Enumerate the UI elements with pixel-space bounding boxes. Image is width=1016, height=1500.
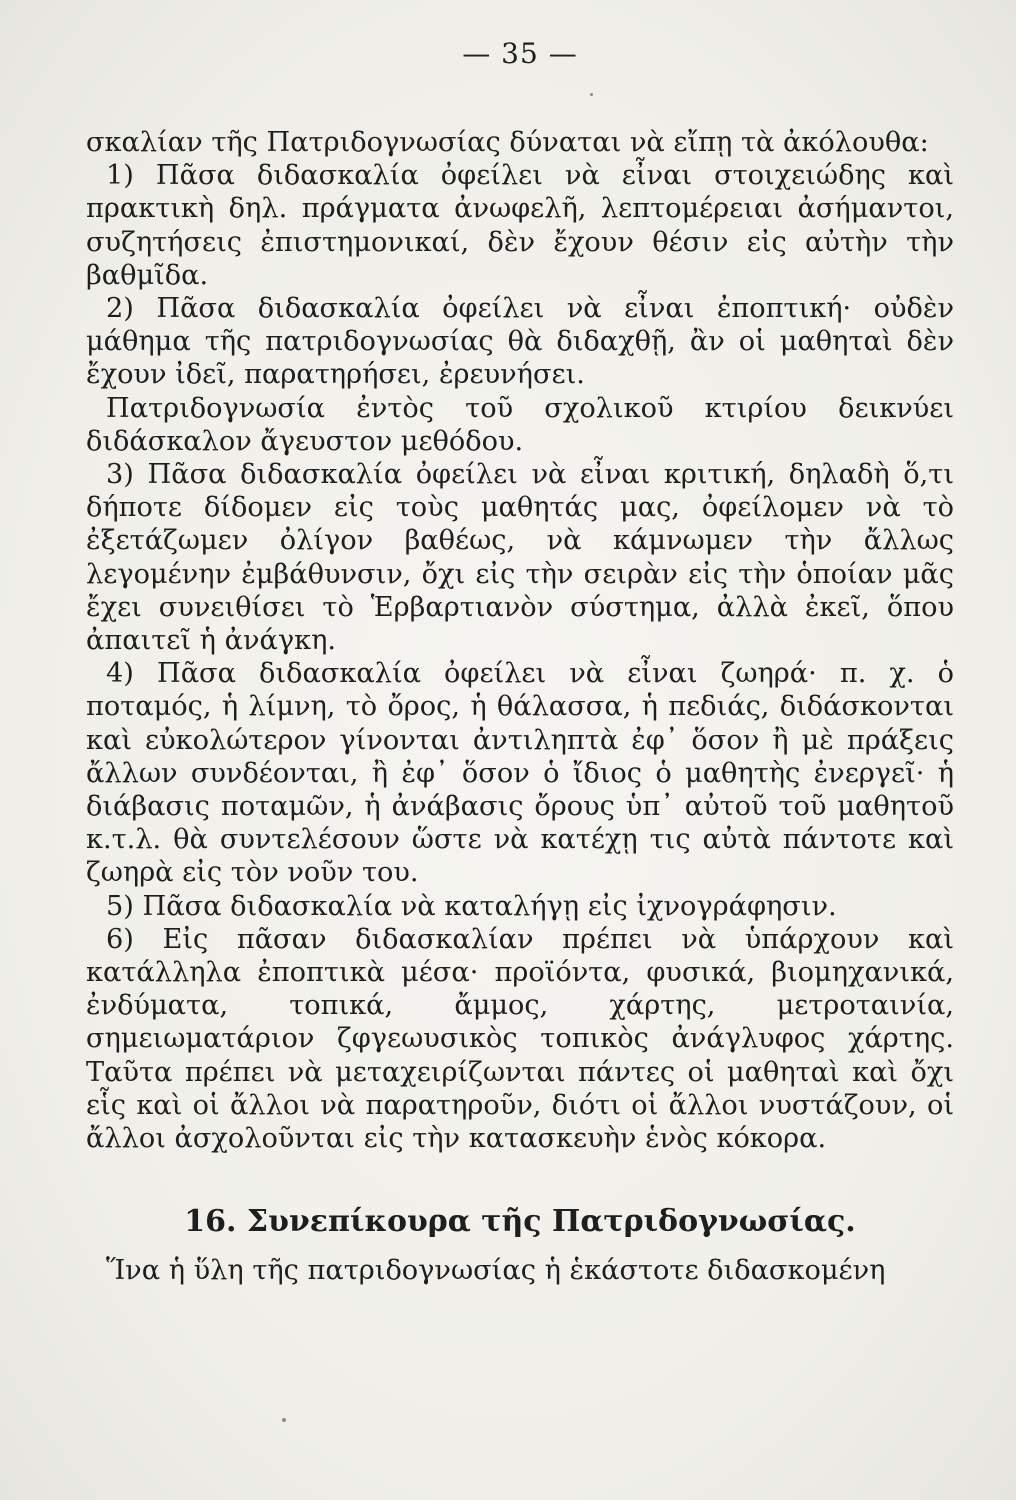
print-speck bbox=[282, 1418, 286, 1422]
paragraph-note: Πατριδογνωσία ἐντὸς τοῦ σχολικοῦ κτιρίου δεικνύει διδάσκαλον ἄγευστον μεθόδου. bbox=[86, 392, 954, 457]
paragraph-item-6: 6) Εἰς πᾶσαν διδασκαλίαν πρέπει νὰ ὑπάρχουν καὶ κατάλληλα ἐποπτικὰ μέσα· προϊόντα, φυσικά, βιομηχανικά, ἐνδύματα, τοπικά, ἄμμος, χάρτης, μετροταινία, σημειωματάριον ζφγεωυσικὸς τοπικὸς ἀνάγλυφος χάρτης. Ταῦτα πρέπει νὰ μεταχειρίζωνται πάντες οἱ μαθηταὶ καὶ ὄχι εἷς καὶ οἱ ἄλλοι νὰ παρατηροῦν, διότι οἱ ἄλλοι νυστάζουν, οἱ ἄλλοι ἀσχολοῦνται εἰς τὴν κατασκευὴν ἑνὸς κόκορα. bbox=[86, 923, 954, 1155]
body-text bbox=[86, 126, 954, 1288]
section-heading: 16. Συνεπίκουρα τῆς Πατριδογνωσίας. bbox=[184, 1204, 856, 1240]
print-speck bbox=[590, 93, 593, 96]
page-number: — 35 — bbox=[462, 37, 578, 70]
paragraph-item-4: 4) Πᾶσα διδασκαλία ὀφείλει νὰ εἶναι ζωηρά· π. χ. ὁ ποταμός, ἡ λίμνη, τὸ ὄρος, ἡ θάλασσα, ἡ πεδιάς, διδάσκονται καὶ εὐκολώτερον γίνονται ἀντιληπτὰ ἐφ᾽ ὅσον ἢ μὲ πράξεις ἄλλων συνδέονται, ἢ ἐφ᾽ ὅσον ὁ ἴδιος ὁ μαθητὴς ἐνεργεῖ· ἡ διάβασις ποταμῶν, ἡ ἀνάβασις ὄρους ὑπ᾽ αὐτοῦ τοῦ μαθητοῦ κ.τ.λ. θὰ συντελέσουν ὥστε νὰ κατέχῃ τις αὐτὰ πάντοτε καὶ ζωηρὰ εἰς τὸν νοῦν του. bbox=[86, 658, 954, 889]
paragraph-item-1: 1) Πᾶσα διδασκαλία ὀφείλει νὰ εἶναι στοιχειώδης καὶ πρακτικὴ δηλ. πράγματα ἀνωφελῆ, λεπτομέρειαι ἀσήμαντοι, συζητήσεις ἐπιστημονικαί, δὲν ἔχουν θέσιν εἰς αὐτὴν τὴν βαθμῖδα. bbox=[86, 160, 954, 291]
paragraph-continuation: σκαλίαν τῆς Πατριδογνωσίας δύναται νὰ εἴπῃ τὰ ἀκόλουθα: bbox=[86, 127, 929, 158]
paragraph-item-2: 2) Πᾶσα διδασκαλία ὀφείλει νὰ εἶναι ἐποπτική· οὐδὲν μάθημα τῆς πατριδογνωσίας θὰ διδαχθῇ, ἂν οἱ μαθηταὶ δὲν ἔχουν ἰδεῖ, παρατηρήσει, ἐρευνήσει. bbox=[86, 293, 954, 391]
section-opening-line: Ἵνα ἡ ὕλη τῆς πατριδογνωσίας ἡ ἑκάστοτε διδασκομένη bbox=[106, 1255, 886, 1287]
paragraph-item-5: 5) Πᾶσα διδασκαλία νὰ καταλήγῃ εἰς ἰχνογράφησιν. bbox=[106, 890, 837, 922]
paragraph-item-3: 3) Πᾶσα διδασκαλία ὀφείλει νὰ εἶναι κριτική, δηλαδὴ ὅ,τι δήποτε δίδομεν εἰς τοὺς μαθητάς μας, ὀφείλομεν νὰ τὸ ἐξετάζωμεν ὀλίγον βαθέως, νὰ κάμνωμεν τὴν ἄλλως λεγομένην ἐμβάθυνσιν, ὄχι εἰς τὴν σειρὰν εἰς τὴν ὁποίαν μᾶς ἔχει συνειθίσει τὸ Ἑρβαρτιανὸν σύστημα, ἀλλὰ ἐκεῖ, ὅπου ἀπαιτεῖ ἡ ἀνάγκη. bbox=[86, 459, 954, 657]
